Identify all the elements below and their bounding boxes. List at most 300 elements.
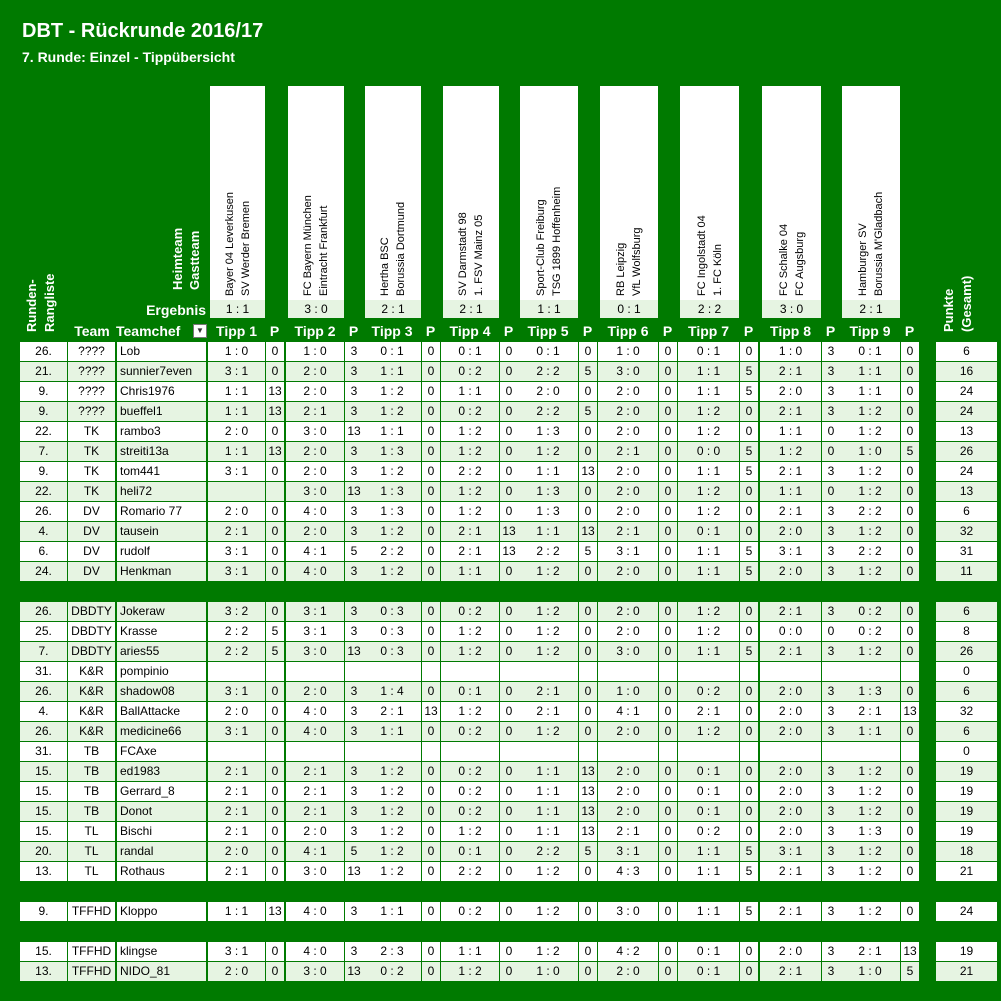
tipp-3-cell: 0 : 3 <box>363 602 421 621</box>
points-5-cell: 5 <box>579 842 597 861</box>
tipp-4-cell: 0 : 1 <box>441 342 499 361</box>
tipp-4-cell: 1 : 2 <box>441 442 499 461</box>
points-1-cell: 13 <box>266 902 284 921</box>
tipp-4-cell: 1 : 2 <box>441 642 499 661</box>
rank-cell: 31. <box>20 662 67 681</box>
tipp-9-cell: 1 : 2 <box>840 562 900 581</box>
tipp-7-cell: 0 : 1 <box>678 782 739 801</box>
rank-cell: 15. <box>20 782 67 801</box>
team-cell: TFFHD <box>71 924 112 938</box>
tipp-5-cell: 1 : 2 <box>518 862 578 881</box>
total-points-cell: 31 <box>936 542 997 561</box>
tipp-8-cell: 1 : 1 <box>760 482 821 501</box>
points-2-cell: 3 <box>345 462 363 481</box>
points-7-cell: 0 <box>740 402 758 421</box>
teamchef-cell: tausein <box>117 522 206 541</box>
teamchef-cell: FCAxe <box>117 742 206 761</box>
match-header-3 <box>365 86 421 318</box>
total-points-cell: 0 <box>936 742 997 761</box>
tipp-6-cell: 2 : 1 <box>598 522 658 541</box>
tipp-3-cell: 0 : 3 <box>363 622 421 641</box>
points-2-cell: 3 <box>345 622 363 641</box>
points-6-cell: 0 <box>664 924 672 938</box>
points-3-cell: 13 <box>422 702 440 721</box>
team-cell: K&R <box>68 722 115 741</box>
tipp-5-cell: 2 : 0 <box>518 382 578 401</box>
points-6-cell: 0 <box>659 802 677 821</box>
points-2-cell: 3 <box>345 342 363 361</box>
points-3-cell: 0 <box>422 862 440 881</box>
points-5-cell: 0 <box>579 722 597 741</box>
tipp-7-cell: 1 : 1 <box>678 542 739 561</box>
tipp-6-cell: 2 : 0 <box>616 584 640 598</box>
points-2-cell: 3 <box>345 682 363 701</box>
points-7-cell: 5 <box>740 542 758 561</box>
points-9-cell: 0 <box>901 722 919 741</box>
match-1-result: 1 : 1 <box>210 300 265 318</box>
tipp-3-cell: 1 : 2 <box>363 822 421 841</box>
tipp-5-cell: 1 : 1 <box>536 924 560 938</box>
tipp-1-cell: 3 : 2 <box>208 602 265 621</box>
tipp-6-cell: 3 : 0 <box>598 362 658 381</box>
points-4-cell: 0 <box>500 722 518 741</box>
match-2-result: 3 : 0 <box>288 300 344 318</box>
match-9-home: Hamburger SV <box>857 223 869 296</box>
rank-cell: 7. <box>20 642 67 661</box>
rank-cell: 9. <box>20 902 67 921</box>
tipp-2-cell: 4 : 0 <box>303 924 327 938</box>
points-9-cell: 0 <box>901 602 919 621</box>
points-3-cell: 0 <box>422 422 440 441</box>
tipp-2-cell: 4 : 1 <box>286 842 344 861</box>
match-header-8 <box>762 86 821 318</box>
tipp-9-cell: 1 : 2 <box>840 402 900 421</box>
total-points-cell: 6 <box>936 682 997 701</box>
points-8-cell: 3 <box>822 462 840 481</box>
tipp-7-header: Tipp 7 <box>688 323 729 339</box>
points-5-cell: 0 <box>579 502 597 521</box>
page-subtitle: 7. Runde: Einzel - Tippübersicht <box>22 49 235 65</box>
points-4-cell: 0 <box>500 682 518 701</box>
tipp-9-cell <box>840 662 900 681</box>
points-5-cell: 13 <box>579 782 597 801</box>
points-6-cell: 0 <box>659 862 677 881</box>
points-3-cell: 0 <box>422 542 440 561</box>
points-4-cell: 0 <box>500 942 518 961</box>
tipp-4-cell: 2 : 1 <box>441 522 499 541</box>
teamchef-cell: randal <box>117 842 206 861</box>
tipp-5-cell: 1 : 3 <box>518 502 578 521</box>
points-9-cell <box>901 742 919 761</box>
tipp-5-cell: 1 : 2 <box>518 442 578 461</box>
points-3-cell: 5 <box>427 884 435 898</box>
points-1-cell: 0 <box>266 722 284 741</box>
points-7-cell: 5 <box>740 842 758 861</box>
points-6-cell: 0 <box>659 782 677 801</box>
total-points-cell: 44 <box>959 884 974 898</box>
points-8-cell: 0 <box>827 884 835 898</box>
tipp-3-cell: 0 : 1 <box>363 342 421 361</box>
team-cell: TK <box>68 442 115 461</box>
points-4-cell: 0 <box>500 562 518 581</box>
tipp-7-cell: 0 : 1 <box>678 522 739 541</box>
points-9-cell: 0 <box>901 542 919 561</box>
points-8-cell: 3 <box>822 642 840 661</box>
teamchef-cell: shadow08 <box>117 682 206 701</box>
points-5-cell: 0 <box>579 442 597 461</box>
tipp-4-cell: 0 : 2 <box>441 902 499 921</box>
match-2-home: FC Bayern München <box>302 195 314 296</box>
tipp-2-cell: 4 : 0 <box>286 562 344 581</box>
points-2-cell: 13 <box>345 482 363 501</box>
points-4-header: P <box>503 323 514 339</box>
points-8-cell: 3 <box>822 782 840 801</box>
tipp-5-cell: 2 : 2 <box>518 542 578 561</box>
points-2-cell: 3 <box>345 782 363 801</box>
points-2-cell: 3 <box>345 402 363 421</box>
teamchef-cell: Gerrard_8 <box>117 782 206 801</box>
points-5-cell: 0 <box>579 942 597 961</box>
points-1-cell: 0 <box>266 422 284 441</box>
points-9-cell: 13 <box>901 942 919 961</box>
match-3-away: Borussia Dortmund <box>395 201 407 296</box>
points-6-cell: 0 <box>659 962 677 981</box>
tipp-6-cell: 3 : 0 <box>598 642 658 661</box>
team-cell: ???? <box>68 382 115 401</box>
points-1-cell: 13 <box>266 442 284 461</box>
points-7-cell <box>740 662 758 681</box>
tipp-5-cell: 2 : 2 <box>518 362 578 381</box>
tipp-8-cell: 2 : 1 <box>760 362 821 381</box>
tipp-8-cell: 2 : 0 <box>760 722 821 741</box>
tipp-9-cell: 1 : 0 <box>858 924 882 938</box>
tipp-5-cell: 1 : 2 <box>518 562 578 581</box>
tipp-5-cell: 1 : 1 <box>518 802 578 821</box>
total-points-cell: 21 <box>936 962 997 981</box>
tipp-4-cell: 2 : 2 <box>441 862 499 881</box>
tipp-5-cell: 1 : 2 <box>518 942 578 961</box>
tipp-8-cell: 2 : 1 <box>778 924 803 938</box>
points-9-cell: 0 <box>901 522 919 541</box>
tipp-6-cell <box>598 742 658 761</box>
total-points-cell: 47 <box>959 924 974 938</box>
tipp-3-cell: 1 : 1 <box>363 362 421 381</box>
total-points-cell: 19 <box>936 762 997 781</box>
points-6-header: P <box>662 323 673 339</box>
points-3-cell: 0 <box>422 362 440 381</box>
tipp-4-cell <box>441 742 499 761</box>
points-8-cell: 3 <box>822 862 840 881</box>
points-2-cell <box>345 662 363 681</box>
match-1-away: SV Werder Bremen <box>239 200 252 296</box>
tipp-8-cell: 2 : 0 <box>760 382 821 401</box>
points-4-cell: 0 <box>500 802 518 821</box>
match-header-9 <box>842 86 900 318</box>
points-2-cell: 13 <box>345 862 363 881</box>
tipp-5-cell: 2 : 1 <box>518 702 578 721</box>
points-1-header: P <box>269 323 280 339</box>
team-cell: DV <box>68 562 115 581</box>
points-9-cell: 0 <box>901 462 919 481</box>
points-2-header: P <box>348 323 359 339</box>
points-3-cell: 0 <box>422 962 440 981</box>
points-3-cell: 0 <box>422 462 440 481</box>
tipp-4-cell: 1 : 2 <box>441 422 499 441</box>
points-8-cell: 0 <box>822 482 840 501</box>
tipp-2-cell: 2 : 0 <box>286 382 344 401</box>
team-cell: K&R <box>68 682 115 701</box>
points-4-cell: 0 <box>500 782 518 801</box>
points-6-cell <box>659 742 677 761</box>
teamchef-cell: BallAttacke <box>117 702 206 721</box>
tipp-6-cell: 2 : 0 <box>598 602 658 621</box>
match-5-home: Sport-Club Freiburg <box>535 199 547 296</box>
tipp-5-cell: 2 : 2 <box>518 402 578 421</box>
total-points-cell: 0 <box>936 662 997 681</box>
match-header-2 <box>288 86 344 318</box>
tipp-2-cell: 4 : 0 <box>286 902 344 921</box>
points-9-cell: 13 <box>901 702 919 721</box>
tipp-4-cell: 0 : 2 <box>441 362 499 381</box>
points-2-cell: 3 <box>345 702 363 721</box>
points-7-cell: 5 <box>740 442 758 461</box>
tipp-8-header: Tipp 8 <box>770 323 811 339</box>
tipp-8-cell: 1 : 2 <box>760 442 821 461</box>
tipp-9-cell: 1 : 1 <box>840 382 900 401</box>
points-7-cell <box>740 742 758 761</box>
tipp-5-cell: 2 : 1 <box>518 682 578 701</box>
points-1-cell: 0 <box>266 562 284 581</box>
runden-label-2: Rangliste <box>42 273 57 332</box>
points-7-cell: 0 <box>740 702 758 721</box>
tipp-1-cell: 2 : 1 <box>224 584 249 598</box>
points-8-cell: 3 <box>822 902 840 921</box>
tipp-3-cell: 1 : 1 <box>363 422 421 441</box>
points-4-cell: 0 <box>500 462 518 481</box>
tipp-9-cell: 1 : 2 <box>840 862 900 881</box>
points-9-cell: 5 <box>906 884 914 898</box>
points-5-cell <box>579 742 597 761</box>
points-2-cell: 3 <box>345 522 363 541</box>
points-9-cell: 5 <box>906 924 914 938</box>
tipp-4-cell <box>441 662 499 681</box>
rank-cell: 22. <box>20 482 67 501</box>
filter-dropdown-button[interactable]: ▼ <box>193 324 207 338</box>
teamchef-cell: NIDO_81 <box>117 962 206 981</box>
team-cell: ???? <box>68 362 115 381</box>
tipp-9-cell: 1 : 2 <box>858 584 882 598</box>
tipp-3-header: Tipp 3 <box>371 323 413 339</box>
tipp-8-cell: 2 : 1 <box>760 642 821 661</box>
tipp-4-cell: 0 : 1 <box>441 682 499 701</box>
points-8-header: P <box>825 323 836 339</box>
team-cell: K&R <box>68 662 115 681</box>
tipp-2-cell: 3 : 0 <box>286 422 344 441</box>
tipp-1-cell: 1 : 1 <box>208 442 265 461</box>
tipp-1-header: Tipp 1 <box>216 323 257 339</box>
tipp-2-cell: 2 : 0 <box>286 442 344 461</box>
tipp-8-cell: 2 : 1 <box>760 862 821 881</box>
tipp-9-cell: 0 : 2 <box>840 602 900 621</box>
points-4-cell: 13 <box>502 924 516 938</box>
ergebnis-label: Ergebnis <box>146 302 206 318</box>
points-2-cell: 3 <box>345 722 363 741</box>
tipp-6-cell: 3 : 0 <box>598 902 658 921</box>
teamchef-cell: macn <box>120 584 150 598</box>
tipp-9-cell: 1 : 2 <box>840 462 900 481</box>
teamchef-cell: Bischi <box>117 822 206 841</box>
teamchef-cell: Jokeraw <box>117 602 206 621</box>
points-6-cell: 0 <box>659 842 677 861</box>
tipp-5-cell: 1 : 3 <box>518 482 578 501</box>
points-8-cell: 3 <box>822 942 840 961</box>
points-1-cell: 0 <box>266 522 284 541</box>
rank-cell: 26. <box>20 602 67 621</box>
tipp-8-cell: 2 : 0 <box>760 702 821 721</box>
points-2-cell: 3 <box>350 924 358 938</box>
team-cell: ???? <box>68 402 115 421</box>
tipp-5-cell: 1 : 0 <box>518 962 578 981</box>
points-6-cell: 0 <box>664 584 672 598</box>
rank-cell: 9. <box>20 382 67 401</box>
tipp-4-cell: 2 : 1 <box>441 542 499 561</box>
match-5-result: 1 : 1 <box>520 300 578 318</box>
points-2-cell <box>345 742 363 761</box>
points-1-cell: 0 <box>271 924 279 938</box>
tipp-5-cell <box>518 662 578 681</box>
match-header-4 <box>443 86 499 318</box>
tipp-3-cell: 1 : 2 <box>363 402 421 421</box>
tipp-4-cell: 2 : 2 <box>441 462 499 481</box>
points-5-cell: 13 <box>579 802 597 821</box>
points-5-cell: 0 <box>579 642 597 661</box>
points-4-cell: 0 <box>500 402 518 421</box>
match-5-away: TSG 1899 Hoffenheim <box>551 186 563 296</box>
match-8-home: FC Schalke 04 <box>777 223 790 296</box>
points-9-cell: 0 <box>901 802 919 821</box>
tipp-8-cell: 0 : 0 <box>760 622 821 641</box>
tipp-4-cell: 0 : 1 <box>458 584 482 598</box>
tipp-2-cell: 3 : 1 <box>286 602 344 621</box>
rank-cell: 15. <box>20 802 67 821</box>
team-cell: TL <box>68 862 115 881</box>
points-1-cell: 13 <box>266 382 284 401</box>
gastteam-label: Gastteam <box>187 230 202 290</box>
points-3-cell: 0 <box>422 942 440 961</box>
rank-cell: 4. <box>20 522 67 541</box>
rank-cell: 26. <box>20 342 67 361</box>
match-3-result: 2 : 1 <box>365 300 421 318</box>
tipp-5-cell: 0 : 1 <box>518 342 578 361</box>
tipp-9-cell: 1 : 2 <box>840 802 900 821</box>
tipp-9-cell: 0 : 1 <box>840 342 900 361</box>
points-5-cell: 13 <box>579 462 597 481</box>
tipp-3-cell: 1 : 3 <box>363 442 421 461</box>
points-1-cell <box>266 482 284 501</box>
rank-cell: 26. <box>20 722 67 741</box>
tipp-4-cell: 1 : 1 <box>441 382 499 401</box>
tipp-3-cell: 1 : 2 <box>380 584 404 598</box>
points-5-header: P <box>582 323 593 339</box>
tipp-1-cell: 1 : 1 <box>208 902 265 921</box>
points-8-cell: 3 <box>822 702 840 721</box>
tipp-9-cell: 1 : 2 <box>840 902 900 921</box>
tipp-5-cell: 1 : 2 <box>518 622 578 641</box>
tipp-4-cell: 1 : 2 <box>441 622 499 641</box>
tipp-5-cell: 2 : 2 <box>518 842 578 861</box>
points-8-cell: 3 <box>822 382 840 401</box>
points-1-cell: 0 <box>266 802 284 821</box>
points-4-cell <box>500 742 518 761</box>
tipp-8-cell: 2 : 1 <box>760 402 821 421</box>
points-7-header: P <box>743 323 754 339</box>
team-cell: TL <box>84 884 99 898</box>
tipp-8-cell: 2 : 0 <box>760 682 821 701</box>
tipp-8-cell: 2 : 0 <box>760 942 821 961</box>
team-cell: TB <box>68 802 115 821</box>
tipp-9-cell: 1 : 2 <box>840 482 900 501</box>
points-8-cell: 3 <box>822 722 840 741</box>
team-cell: DBDTY <box>68 642 115 661</box>
rank-cell: 22. <box>20 422 67 441</box>
points-3-cell: 0 <box>422 382 440 401</box>
tipp-1-cell: 1 : 1 <box>224 884 249 898</box>
points-4-cell: 0 <box>500 442 518 461</box>
points-1-cell: 0 <box>266 502 284 521</box>
points-5-cell: 13 <box>579 822 597 841</box>
tipp-4-cell: 0 : 1 <box>441 842 499 861</box>
team-cell: TB <box>68 782 115 801</box>
tipp-7-cell: 1 : 2 <box>678 502 739 521</box>
tipp-8-cell <box>760 662 821 681</box>
tipp-6-cell: 2 : 0 <box>598 962 658 981</box>
tipp-4-header: Tipp 4 <box>449 323 491 339</box>
points-6-cell <box>659 662 677 681</box>
points-4-cell: 0 <box>500 502 518 521</box>
total-points-cell: 6 <box>936 602 997 621</box>
tipp-6-cell: 1 : 0 <box>598 682 658 701</box>
team-cell: DV <box>68 502 115 521</box>
points-3-cell: 0 <box>422 722 440 741</box>
tipp-1-cell: 2 : 1 <box>208 762 265 781</box>
points-1-cell: 0 <box>266 702 284 721</box>
teamchef-cell: Rothaus <box>117 862 206 881</box>
tipp-2-cell: 3 : 0 <box>286 482 344 501</box>
points-3-cell: 0 <box>422 482 440 501</box>
points-1-cell: 0 <box>266 942 284 961</box>
total-points-cell: 32 <box>936 522 997 541</box>
tipp-2-cell: 3 : 0 <box>286 962 344 981</box>
points-6-cell: 0 <box>659 622 677 641</box>
points-5-cell: 0 <box>579 862 597 881</box>
tipp-3-cell: 1 : 4 <box>363 682 421 701</box>
points-8-cell: 3 <box>822 802 840 821</box>
tipp-8-cell: 2 : 0 <box>760 522 821 541</box>
points-9-cell: 0 <box>901 342 919 361</box>
tipp-4-cell: 2 : 1 <box>458 924 482 938</box>
points-5-cell: 0 <box>579 602 597 621</box>
points-7-cell: 0 <box>740 802 758 821</box>
tipp-6-cell: 2 : 1 <box>598 442 658 461</box>
team-cell: DV <box>68 542 115 561</box>
points-3-cell: 0 <box>422 782 440 801</box>
heimteam-label: Heimteam <box>170 227 185 290</box>
points-7-cell: 5 <box>740 862 758 881</box>
points-8-cell: 3 <box>822 542 840 561</box>
points-5-cell: 13 <box>581 884 595 898</box>
points-8-cell: 3 <box>822 502 840 521</box>
teamchef-cell: rudolf <box>117 542 206 561</box>
